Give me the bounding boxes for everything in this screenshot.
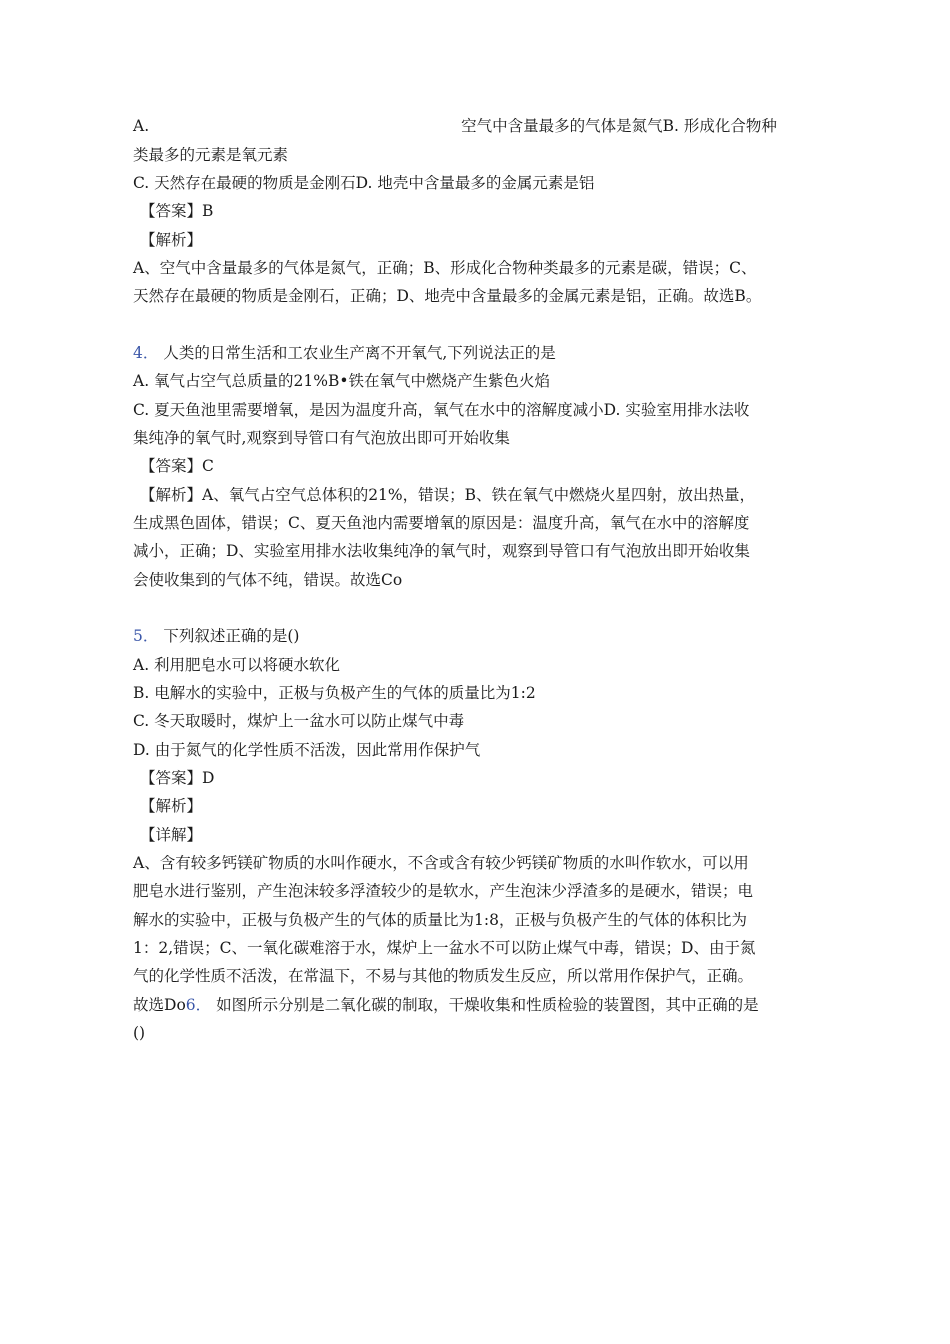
q5-option: C. 冬天取暖时，煤炉上一盆水可以防止煤气中毒 [133, 712, 465, 730]
q3-option-ab-text: 空气中含量最多的气体是氮气B. 形成化合物种 [461, 117, 777, 135]
q5-answer: 【答案】D [140, 769, 215, 787]
q5-number: 5． [133, 627, 159, 645]
q5-option: B. 电解水的实验中，正极与负极产生的气体的质量比为1:2 [133, 684, 536, 702]
q4-stem [133, 343, 556, 363]
q6-stem-tail: () [133, 1024, 146, 1042]
q4-analysis-line: 会使收集到的气体不纯，错误。故选Co [133, 571, 403, 589]
q5-detail-line: 气的化学性质不活泼，在常温下，不易与其他的物质发生反应，所以常用作保护气，正确。 [133, 967, 754, 985]
q4-stem-text: 人类的日常生活和工农业生产离不开氧气,下列说法正的是 [163, 344, 556, 362]
q5-stem-text: 下列叙述正确的是() [163, 627, 300, 645]
q3-option-b-wrap: 类最多的元素是氧元素 [133, 146, 289, 164]
q5-detail-line: 解水的实验中，正极与负极产生的气体的质量比为1:8，正极与负极产生的气体的体积比为 [133, 911, 747, 929]
q3-option-ab [133, 116, 777, 136]
q3-analysis-label: 【解析】 [140, 231, 203, 249]
q5-option: A. 利用肥皂水可以将硬水软化 [133, 656, 341, 674]
q4-analysis-line: 【解析】A、氧气占空气总体积的21%，错误；B、铁在氧气中燃烧火星四射，放出热量， [140, 486, 756, 504]
q5-detail-line: 肥皂水进行鉴别，产生泡沫较多浮渣较少的是软水，产生泡沫少浮渣多的是硬水，错误；电 [133, 882, 754, 900]
q5-detail-line: 1：2,错误；C、一氧化碳难溶于水，煤炉上一盆水不可以防止煤气中毒，错误；D、由于氮 [133, 939, 756, 957]
q4-analysis-line: 减小，正确；D、实验室用排水法收集纯净的氧气时，观察到导管口有气泡放出即开始收集 [133, 542, 750, 560]
q5-conclusion-suffix: o [176, 996, 186, 1014]
q4-answer: 【答案】C [140, 457, 214, 475]
q5-conclusion: 故选D [133, 996, 177, 1014]
q6-number: 6． [185, 996, 212, 1014]
q3-answer: 【答案】B [140, 202, 214, 220]
q5-option: D. 由于氮气的化学性质不活泼，因此常用作保护气 [133, 741, 481, 759]
q4-option-cd: 集纯净的氧气时,观察到导管口有气泡放出即可开始收集 [133, 429, 510, 447]
q4-option-ab: A. 氧气占空气总质量的21%B•铁在氧气中燃烧产生紫色火焰 [133, 372, 551, 390]
q3-analysis-line: 天然存在最硬的物质是金刚石，正确；D、地壳中含量最多的金属元素是铝，正确。故选B。 [133, 287, 762, 305]
q4-number: 4． [133, 344, 159, 362]
q5-stem [133, 626, 299, 646]
q4-analysis-line: 生成黑色固体，错误；C、夏天鱼池内需要增氧的原因是：温度升高，氧气在水中的溶解度 [133, 514, 750, 532]
q5-analysis-label: 【解析】 [140, 797, 203, 815]
q4-option-cd: C. 夏天鱼池里需要增氧，是因为温度升高，氧气在水中的溶解度减小D. 实验室用排水法收 [133, 401, 750, 419]
q5-detail-line: A、含有较多钙镁矿物质的水叫作硬水，不含或含有较少钙镁矿物质的水叫作软水，可以用 [133, 854, 749, 872]
q3-option-cd: C. 天然存在最硬的物质是金刚石D. 地壳中含量最多的金属元素是铝 [133, 174, 595, 192]
q3-option-a-label: A. [133, 117, 150, 135]
q6-stem-text: 如图所示分别是二氧化碳的制取，干燥收集和性质检验的装置图，其中正确的是 [216, 996, 759, 1014]
q5-detail-label: 【详解】 [140, 826, 203, 844]
q3-analysis-line: A、空气中含量最多的气体是氮气，正确；B、形成化合物种类最多的元素是碳，错误；C、 [133, 259, 757, 277]
q5-conclusion-q6-stem [133, 995, 759, 1015]
